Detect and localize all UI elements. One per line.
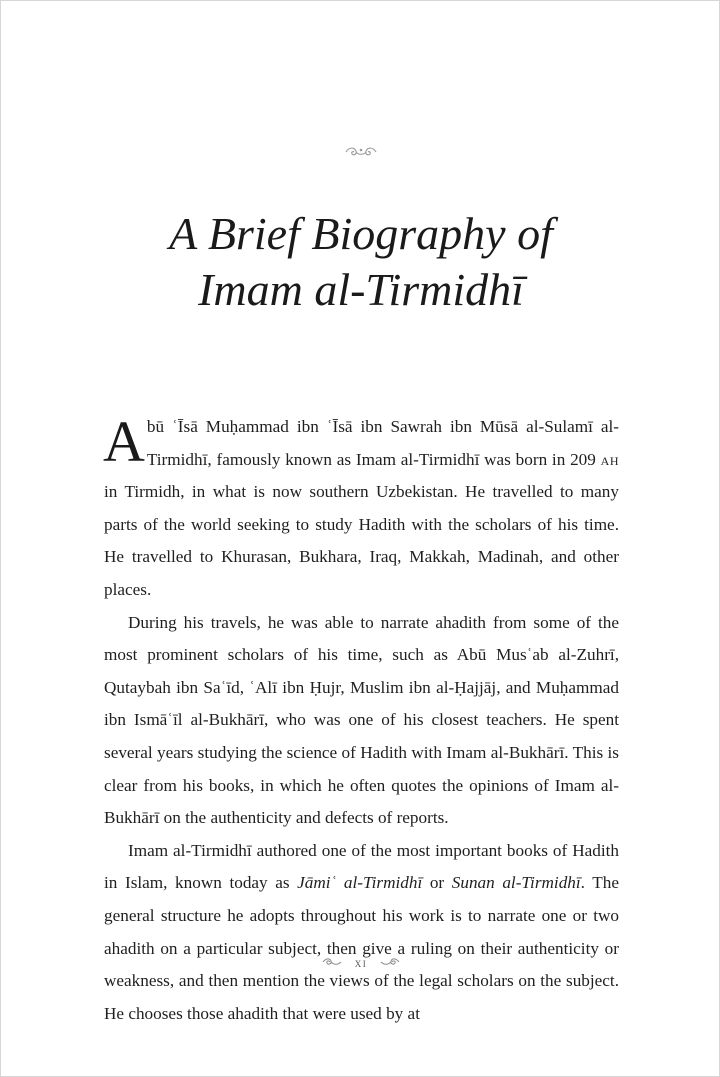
page-footer: [1, 954, 720, 971]
chapter-title: [1, 206, 720, 318]
paragraph-3-text-c: . The general structure he adopts throughout his work is to narrate one or two ahadith on a particular subject, then give a ruling on their authenticity or weakness, and then mention the views of the legal scholars on the subject. He chooses those ahadith that were used by at: [104, 873, 619, 1023]
chapter-title-line-1: A Brief Biography of: [169, 208, 553, 259]
book-title-sunan: Sunan al-Tirmidhī: [451, 873, 581, 893]
paragraph-2: During his travels, he was able to narrate ahadith from some of the most prominent scholars of his time, such as Abū Musʿab al-Zuhrī, Qutaybah ibn Saʿīd, ʿAlī ibn Ḥujr, Muslim ibn al-Ḥajjāj, and Muḥammad ibn Ismāʿīl al-Bukhārī, who was one of his closest teachers. He spent several years studying the science of Hadith with Imam al-Bukhārī. This is clear from his books, in which he often quotes the opinions of Imam al-Bukhārī on the authenticity and defects of reports.: [104, 612, 619, 828]
chapter-title-line-2: Imam al-Tirmidhī: [198, 264, 524, 315]
paragraph-3: [104, 835, 619, 1031]
body-text: [104, 411, 619, 1030]
era-abbreviation: ah: [600, 449, 619, 469]
floral-ornament-icon: [1, 145, 720, 163]
drop-cap: A: [103, 409, 145, 474]
paragraph-1: [104, 411, 619, 607]
paragraph-1-text-b: in Tirmidh, in what is now southern Uzbekistan. He travelled to many parts of the world seeking to study Hadith with the scholars of his time. He travelled to Khurasan, Bukhara, Iraq, Makkah, Madinah, and other places.: [104, 482, 619, 599]
book-title-jami: Jāmiʿ al-Tirmidhī: [297, 873, 423, 893]
scroll-ornament-left-icon: [322, 955, 342, 971]
paragraph-1-text-a: bū ʿĪsā Muḥammad ibn ʿĪsā ibn Sawrah ibn Mūsā al-Sulamī al-Tirmidhī, famously known as Imam al-Tirmidhī was born in 209: [146, 417, 619, 469]
scroll-ornament-right-icon: [380, 955, 400, 971]
paragraph-3-text-a: Imam al-Tirmidhī authored one of the most important books of Hadith in Islam, known today as: [104, 840, 619, 893]
paragraph-3-text-b: or: [422, 873, 452, 893]
page-number: xi: [354, 955, 368, 971]
